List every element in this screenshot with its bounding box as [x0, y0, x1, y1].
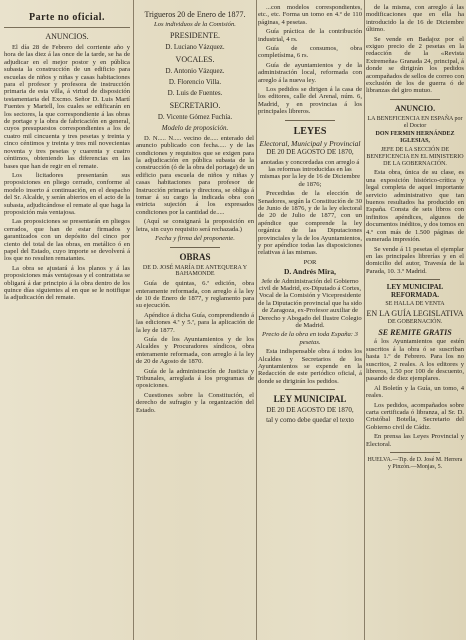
paragraph: Guía de la administración de Justicia y Tribunales, arreglada á los programas de oposiciones. [136, 367, 254, 390]
divider [285, 120, 335, 121]
paragraph: Esta indispensable obra á todos los Alcaldes y Secretarios de los Ayuntamientos se expende en la Redacción de este periódico oficial, á donde se dirigirán los pedidos. [258, 348, 362, 385]
section-header: Parte no oficial. [4, 4, 130, 28]
divider [390, 99, 440, 100]
paragraph: Guía práctica de la contribución industrial, 4 rs. [258, 28, 362, 43]
paragraph: ...con modelos correspondientes, etc., etc. Forma un tomo en 4.º de 110 páginas, 4 pesetas. [258, 4, 362, 26]
date-line: Trigueros 20 de Enero de 1877. [144, 10, 246, 19]
column-1 [4, 4, 130, 636]
ley-muni-title: LEY MUNICIPAL REFORMADA. [386, 283, 444, 299]
obras-title: OBRAS [179, 251, 211, 262]
column-rule [133, 0, 134, 640]
paragraph: Las proposiciones se presentarán en pliegos cerrados, que han de estar firmados y garantizados con un depósito del cinco por ciento del total de las obras, en metálico ó en papel del Estado, cuyo importe se devolverá á los que no resulten rematantes. [4, 218, 130, 263]
author-by: POR [303, 258, 317, 266]
author-desc: Jefe de Administración del Gobierno civil de Madrid, ex-Diputado á Cortes, Vocal de la Comisión y Vicepresidente de la Diputación provincial que ha sido de Zaragoza, ex-Profesor auxiliar de Derecho y Abogado del Ilustre Colegio de Madrid. [258, 277, 362, 330]
signer-name: D. Florencio Villa. [168, 78, 222, 87]
model-sign: Fecha y firma del proponente. [155, 235, 235, 243]
paragraph: Cuestiones sobre la Constitución, el derecho de sufragio y la organización del Estado. [136, 391, 254, 414]
role-label: VOCALES. [175, 55, 215, 65]
divider [390, 279, 440, 280]
laws-text: anotadas y concordadas con arreglo á las reformas introducidas en las mismas por la ley de 16 de Diciembre de 1876; [259, 158, 361, 188]
author-name: D. Andrés Mira, [283, 267, 337, 277]
price: Precio de la obra en toda España: 3 pesetas. [262, 331, 358, 346]
column-2 [136, 4, 254, 636]
paragraph: Esta obra, única de su clase, es una exposición histórico-crítica y legal completa de aquel importante servicio administrativo que tan buenos resultados ha producido en España. Consta de seis libros con infinitos apéndices, algunos de documentos inéditos, y dos tomos en 4.º con más de 1.500 páginas de esmerada impresión. [366, 169, 464, 244]
divider [390, 452, 440, 453]
column-rule [364, 0, 365, 640]
ley-muni-place: EN LA GUÍA LEGISLATIVA [366, 308, 464, 318]
laws-date: DE 20 DE AGOSTO DE 1870, [266, 148, 354, 157]
signer-name: D. Luciano Vázquez. [165, 43, 225, 52]
paragraph: Guía de quintas, 6.ª edición, obra enteramente reformada, con arreglo á la ley de 10 de Enero de 1877, y reglamento para su ejecución. [136, 280, 254, 310]
signer-name: D. Luis de Fuentes. [167, 89, 223, 98]
section-title: ANUNCIOS. [45, 32, 89, 41]
laws-subtitle: Electoral, Municipal y Provincial [259, 138, 361, 148]
gratis-title: SE REMITE GRATIS [378, 327, 452, 337]
role-label: PRESIDENTE. [170, 31, 220, 41]
paragraph: En prensa las Leyes Provincial y Electoral. [366, 433, 464, 448]
column-4 [366, 4, 464, 636]
paragraph: Se vende en Badajoz por el exiguo precio de 2 pesetas en la redacción de la «Revista Extremeña» Granada 24, principal, á donde se dirigirán los pedidos acompañados de sellos de correo con exclusión de los de guerra ó de libranzas del giro mutuo. [366, 35, 464, 95]
anuncio-author: DON FERMIN HERNÁNDEZ IGLESIAS, [375, 131, 455, 145]
ley-title: LEY MUNICIPAL [273, 394, 347, 405]
paragraph: Guía de los Ayuntamientos y de los Alcaldes y Procuradores síndicos, obra enteramente reformada, con arreglo á la ley de 20 de Agosto de 1870. [136, 335, 254, 366]
signers-intro: Los individuos de la Comisión. [154, 21, 236, 28]
paragraph: Los pedidos se dirigen á la casa de los editores, calle del Arenal, núm. 6, Madrid, y en provincias á los principales libreros. [258, 86, 362, 116]
ley-date: DE 20 DE AGOSTO DE 1870, [266, 406, 354, 415]
paragraph: Al Boletín y la Guía, un tomo, 4 reales. [366, 384, 464, 400]
role-label: SECRETARIO. [169, 101, 221, 111]
ley-text: tal y como debe quedar el texto [266, 415, 354, 424]
laws-title: LEYES [293, 125, 327, 137]
anuncio-desc: JEFE DE LA SECCIÓN DE BENEFICENCIA EN EL MINISTERIO DE LA GOBERNACIÓN. [366, 147, 464, 167]
obras-sub: DE D. JOSÉ MARÍA DE ANTEQUERA Y BAHAMONDE [142, 264, 248, 278]
paragraph: Precedidas de la elección de Senadores, según la Constitución de 30 de Junio de 1876, y de la ley electoral de 20 de Julio de 1877, con un apéndice que comprende la ley orgánica de las Diputaciones provinciales y la de los Ayuntamientos, y por apéndice todas las disposiciones relativas á las mismas. [258, 190, 362, 257]
ley-muni-dept: DE GOBERNACIÓN. [387, 319, 443, 326]
model-note: (Aquí se consignará la proposición en letra, sin cuyo requisito será rechazada.) [136, 218, 254, 233]
paragraph: Los pedidos, acompañados sobre carta certificada ó libranza, al Sr. D. Cristóbal Botella, Secretario del Gobierno civil de Cádiz. [366, 401, 464, 431]
divider [170, 247, 220, 248]
column-rule [256, 0, 257, 640]
paragraph: La obra se ajustará á los planos y á las proposiciones más ventajosas y el contratista se obligará á dar principio á la obra dentro de los quince días siguientes al en que se le notifique la adjudicación del remate. [4, 264, 130, 302]
printer-footer: HUELVA.—Tip. de D. José M. Herrera y Pinzón.—Monjas, 5. [367, 457, 463, 470]
ley-muni-sub: SE HALLA DE VENTA [385, 300, 445, 307]
paragraph: El día 28 de Febrero del corriente año y hora de las diez á las once de la tarde, se ha de adjudicar en el mejor postor y en pública subasta la construcción de un edificio para escuelas de niños y niñas y casas habitaciones para el profesor y profesora de instrucción primaria de esta villa, á virtud de disposición testamentaria del Excmo. Señor D. Luis Martí Fuentes y Martell, los cuales se edificarán en los sectores, la que correspondiente á las obras de portage y la obra de fabricación en general, cuyos presupuestos correspondientes a los de cuatro mil cincuenta y tres pesetas y treinta y cinco céntimos y treinta y tres mil novecientas noventa y tres pesetas y cuarenta y cuatro céntimos, obteniendo las diferencias en las bases que han de regir en el remate. [4, 44, 130, 170]
paragraph: de la misma, con arreglo á las modificaciones que en ella ha introducido la de 16 de Diciembre último. [366, 4, 464, 34]
model-text: D. N..... N..... vecino de..... enterado del anuncio publicado con fecha..... y de las condiciones y requisitos que se exigen para la adjudicación en pública subasta de la construcción (ó de la obra del portage) de un edificio para escuela de niños y niñas y casas habitaciones para profesor de Instrucción primaria y directora, se obliga á tomar á su cargo la indicada obra con estricta sujeción á los expresados condiciones por la cantidad de..... [136, 134, 254, 216]
anuncio-title: ANUNCIO. [394, 103, 436, 113]
signer-name: D. Vicente Gómez Fuchía. [157, 113, 233, 122]
paragraph: Guía de ayuntamientos y de la administración local, reformada con arreglo á la nueva ley. [258, 61, 362, 84]
paragraph: Apéndice á dicha Guía, comprendiendo á las ediciones 4.ª y 5.ª, para la aplicación de la ley de 1877. [136, 311, 254, 334]
paragraph: á los Ayuntamientos que estén suscritos á la obra ó se suscriban hasta 1.º de Febrero. Para los no suscritos, 2 reales. A los editores y libreros, 1.50 por 100 de descuento, pasando de diez ejemplares. [366, 338, 464, 383]
column-3 [258, 4, 362, 636]
divider [285, 389, 335, 390]
model-title: Modelo de proposición. [161, 124, 229, 133]
signer-name: D. Antonio Vázquez. [165, 67, 225, 76]
paragraph: Los licitadores presentarán sus proposiciones en pliego cerrado, conforme al modelo inserto á continuación, en el despacho del Sr. Alcalde, y serán abiertos en el acto de la subasta, adjudicándose el remate al que haga la proposición más ventajosa. [4, 171, 130, 216]
paragraph: Se vende á 11 pesetas el ejemplar en las principales librerías y en el domicilio del autor, Travesía de la Parada, 10. 3.º Madrid. [366, 245, 464, 275]
paragraph: Guía de consumos, obra completísima, 6 rs. [258, 45, 362, 60]
anuncio-sub: LA BENEFICENCIA EN ESPAÑA por el Doctor [367, 115, 463, 129]
